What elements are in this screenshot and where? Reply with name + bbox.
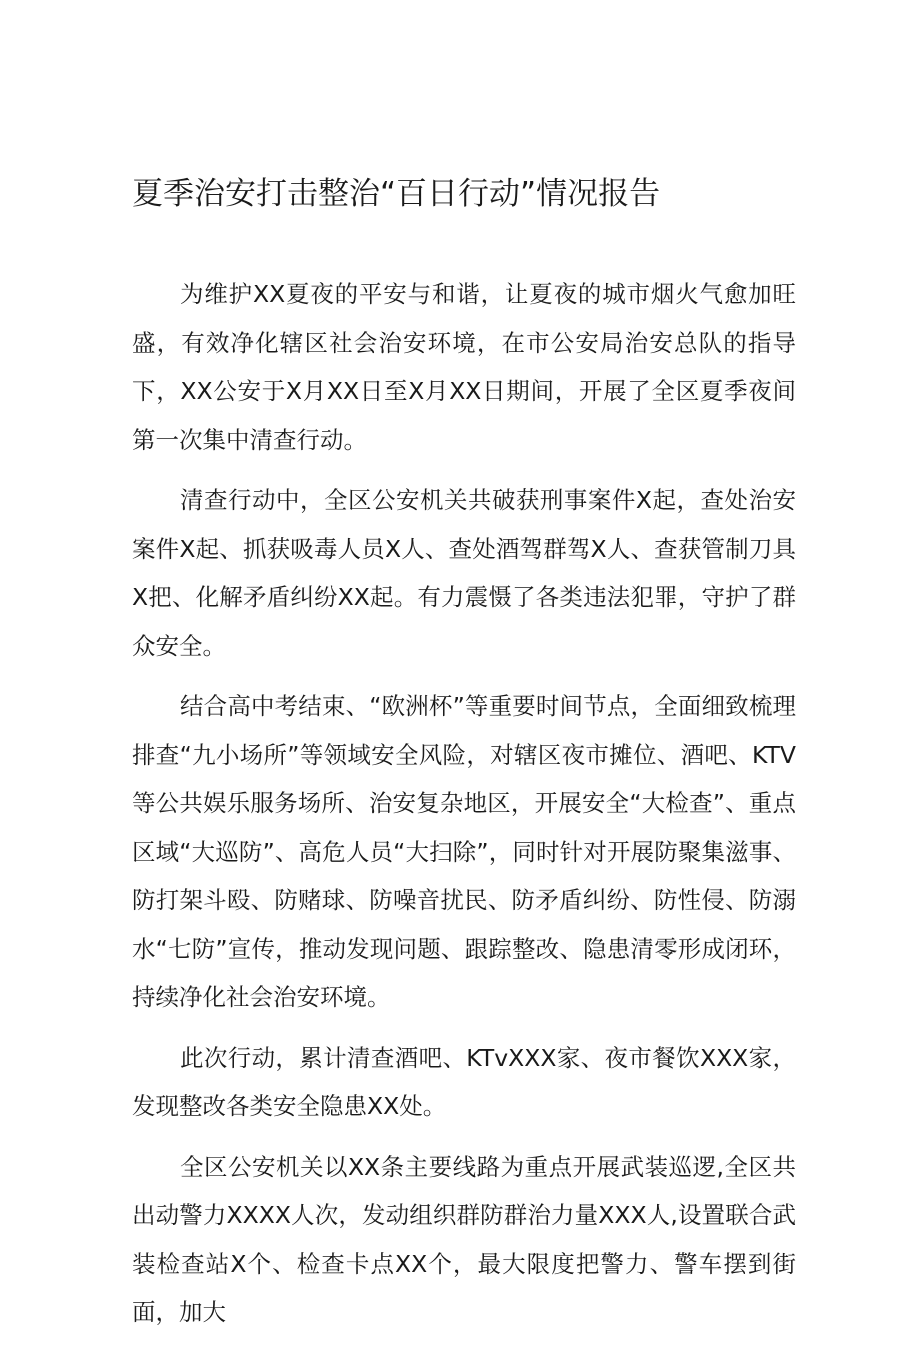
document-title: 夏季治安打击整治“百日行动”情况报告 <box>132 176 661 212</box>
paragraph-patrol: 全区公安机关以XX条主要线路为重点开展武装巡逻,全区共出动警力XXXX人次，发动组织群防群治力量XXX人,设置联合武装检查站X个、检查卡点XX个，最大限度把警力、警车摆到街面，加大 <box>132 1152 796 1326</box>
paragraph-risk-inspection: 结合高中考结束、“欧洲杯”等重要时间节点，全面细致梳理排查“九小场所”等领域安全风险，对辖区夜市摊位、酒吧、KTV等公共娱乐服务场所、治安复杂地区，开展安全“大检查”、重点区域“大巡防”、高危人员“大扫除”，同时针对开展防聚集滋事、防打架斗殴、防赌球、防噪音扰民、防矛盾纠纷、防性侵、防溺水“七防”宣传，推动发现问题、跟踪整改、隐患清零形成闭环，持续净化社会治安环境。 <box>132 692 796 1011</box>
document-body <box>132 270 796 1349</box>
paragraph-intro: 为维护XX夏夜的平安与和谐，让夏夜的城市烟火气愈加旺盛，有效净化辖区社会治安环境，在市公安局治安总队的指导下，XX公安于X月XX日至X月XX日期间，开展了全区夏季夜间第一次集中清查行动。 <box>132 280 796 454</box>
paragraph-inspection-count: 此次行动，累计清查酒吧、KTvXXX家、夜市餐饮XXX家，发现整改各类安全隐患XX处。 <box>132 1043 796 1120</box>
paragraph-results: 清查行动中，全区公安机关共破获刑事案件X起，查处治安案件X起、抓获吸毒人员X人、查处酒驾群驾X人、查获管制刀具X把、化解矛盾纠纷XX起。有力震慑了各类违法犯罪，守护了群众安全。 <box>132 486 796 660</box>
